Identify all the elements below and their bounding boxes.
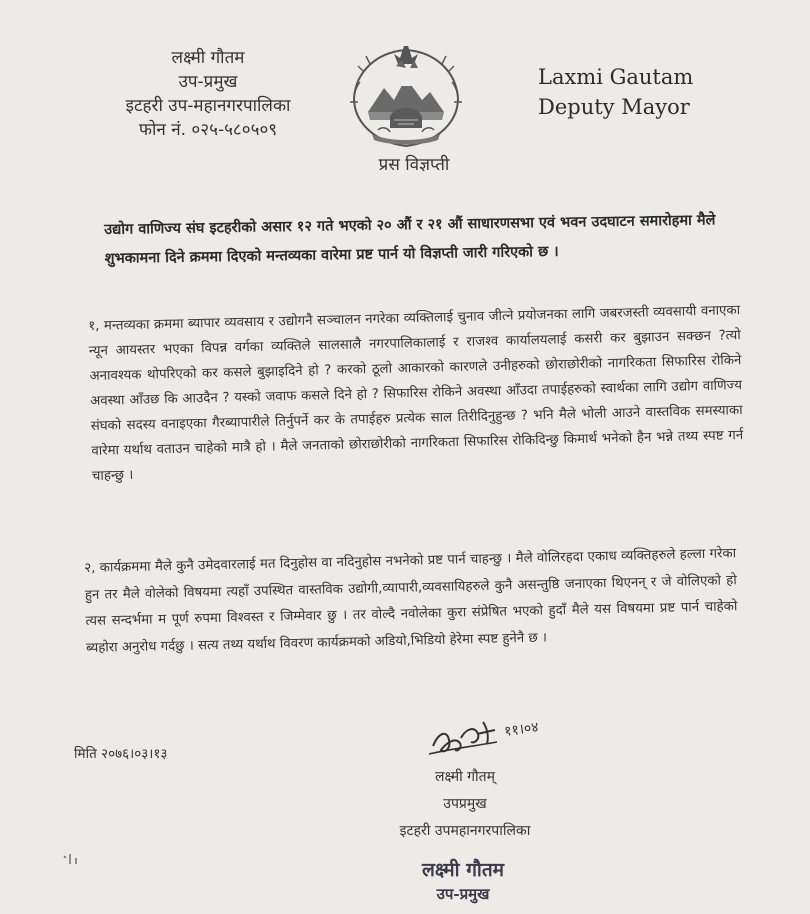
handwritten-signature-icon <box>425 712 575 767</box>
letterhead-title-nepali: उप-प्रमुख <box>178 72 238 92</box>
document-title: प्रस विज्ञप्ती <box>378 155 450 175</box>
stamp-title: उप-प्रमुख <box>436 885 490 903</box>
margin-mark-icon <box>62 852 82 866</box>
paragraph-text: २, कार्यक्रममा मैले कुनै उमेदवारलाई मत दिनुहोस वा नदिनुहोस नभनेको प्रष्ट पार्न चाहन्छु । मैले वोलिरहदा एकाध व्यक्तिहरुले हल्ला गरेका हुन तर मैले वोलेको विषयमा त्यहाँ उपस्थित वास्तविक उद्योगी,व्यापारी,व्यवसायिहरुले कुनै असन्तुष्ठि जनाएका थिएनन् र जे वोलिएको हो त्यस सन्दर्भमा म पूर्ण रुपमा विश्वस्त र जिम्मेवार छु । तर वोल्दै नवोलेका कुरा संप्रेषित भएको हुदाँ मैले यस विषयमा प्रष्ट पार्न चाहेको ब्यहोरा अनुरोध गर्दछु । सत्य तथ्य यर्थाथ विवरण कार्यक्रमको अडियो,भिडियो हेरेमा स्पष्ट हुनेनै छ । <box>84 546 738 656</box>
letterhead-name-english: Laxmi Gautam <box>538 65 694 89</box>
body-paragraph-1 <box>88 298 744 489</box>
letterhead-title-english: Deputy Mayor <box>538 95 690 119</box>
intro-paragraph <box>104 206 737 274</box>
letterhead-office-nepali: इटहरी उप-महानगरपालिका <box>125 96 291 116</box>
signature-date-mark: ११।०४ <box>503 719 540 740</box>
document-date: मिति २०७६।०३।१३ <box>74 746 168 762</box>
signatory-name: लक्ष्मी गौतम् <box>434 769 496 785</box>
nepal-emblem-icon <box>338 42 474 152</box>
signatory-title: उपप्रमुख <box>443 796 487 812</box>
paragraph-text: १, मन्तव्यका क्रममा ब्यापार व्यवसाय र उद्योगनै सञ्चालन नगरेका व्यक्तिलाई चुनाव जीत्ने प्रयोजनका लागि जबरजस्ती व्यवसायी वनाएका न्यून आयस्तर भएका विपन्न वर्गका व्यक्तिले सालसालै नगरपालिकालाई र राजश्व कार्यालयलाई कसरी कर बुझाउन सक्छन ?त्यो अनावश्यक थोपरिएको कर कसले बुझाइदिने हो ? करको ठूलो आकारको कारणले उनीहरुको छोराछोरीको नागरिकता सिफारिस रोकिने अवस्था आँउछ कि आउदैन ? यस्को जवाफ कसले दिने हो ? सिफारिस रोकिने अवस्था आँउदा तपाईहरुको स्वार्थका लागि उद्योग वाणिज्य संघको सदस्य वनाइएका गैरब्यापारीले तिर्नुपर्ने कर के तपाईहरु प्रत्येक साल तिरीदिनुहुन्छ ? भनि मैले भोली आउने वास्तविक समस्याका वारेमा यर्थाथ वताउन चाहेको मात्रै हो । मैले जनताको छोराछोरीको नागरिकता सिफारिस रोकिदिन्छु किमार्थ भनेको हैन भन्ने तथ्य स्पष्ट गर्न चाहन्छु । <box>88 303 744 484</box>
signatory-office: इटहरी उपमहानगरपालिका <box>399 823 531 839</box>
letterhead-nepali <box>78 46 338 142</box>
body-paragraph-2 <box>84 541 738 662</box>
letterhead-english <box>538 62 693 122</box>
signatory-block <box>360 764 570 845</box>
letterhead-name-nepali: लक्ष्मी गौतम <box>171 48 245 68</box>
stamp-name: लक्ष्मी गौतम <box>421 859 505 881</box>
letterhead-phone: फोन नं. ०२५-५८०५०९ <box>138 120 278 140</box>
intro-text: उद्योग वाणिज्य संघ इटहरीको असार १२ गते भएको २० औं र २१ औं साधारणसभा एवं भवन उदघाटन समारोहमा मैले शुभकामना दिने क्रममा दिएको मन्तव्यका वारेमा प्रष्ट पार्न यो विज्ञप्ती जारी गरिएको छ । <box>104 212 716 267</box>
official-stamp <box>378 858 548 906</box>
